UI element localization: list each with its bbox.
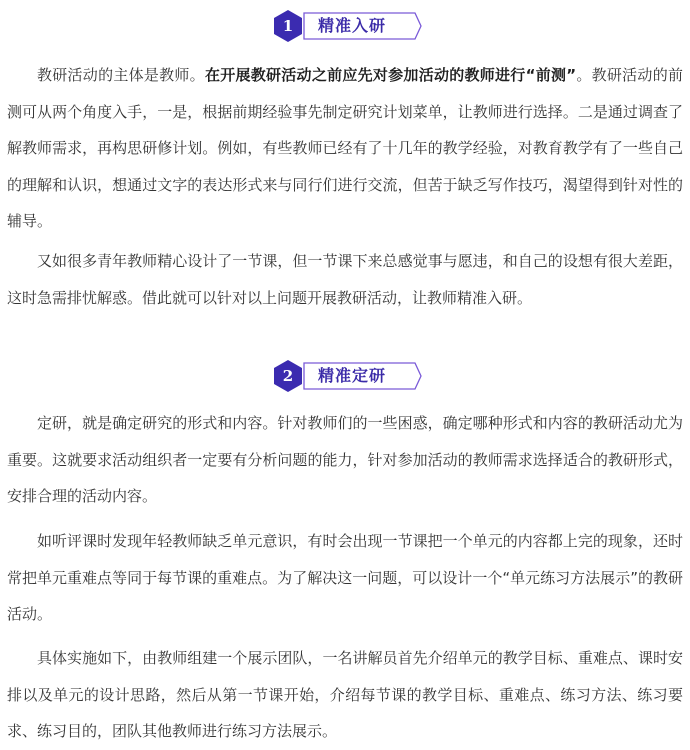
paragraph-1-emphasis: 在开展教研活动之前应先对参加活动的教师进行“前测” [204, 66, 577, 84]
paragraph-2: 又如很多青年教师精心设计了一节课，但一节课下来总感觉事与愿违，和自己的设想有很大差距，这时急需排忧解惑。借此就可以针对以上问题开展教研活动，让教师精准入研。 [7, 252, 683, 307]
section-title: 精准入研 [318, 16, 387, 35]
paragraph-4: 如听评课时发现年轻教师缺乏单元意识，有时会出现一节课把一个单元的内容都上完的现象，还时常把单元重难点等同于每节课的重难点。为了解决这一问题，可以设计一个“单元练习方法展示”的教研活动。 [7, 532, 683, 623]
paragraph-3: 定研，就是确定研究的形式和内容。针对教师们的一些困惑，确定哪种形式和内容的教研活动尤为重要。这就要求活动组织者一定要有分析问题的能力，针对参加活动的教师需求选择适合的教研形式，安排合理的活动内容。 [7, 414, 683, 505]
section-header-2 [0, 360, 690, 392]
paragraph-1 [7, 57, 683, 240]
section-number: 2 [282, 367, 294, 385]
section-badge [272, 360, 422, 392]
paragraph-1-lead: 教研活动的主体是教师。 [37, 66, 205, 84]
paragraph-5: 具体实施如下，由教师组建一个展示团队，一名讲解员首先介绍单元的教学目标、重难点、课时安排以及单元的设计思路，然后从第一节课开始，介绍每节课的教学目标、重难点、练习方法、练习要求、练习目的，团队其他教师进行练习方法展示。 [7, 649, 683, 740]
section-badge [272, 10, 422, 42]
section-number: 1 [282, 17, 294, 35]
section-header-1 [0, 10, 690, 42]
paragraph-1-rest: 。教研活动的前测可从两个角度入手，一是，根据前期经验事先制定研究计划菜单，让教师进行选择。二是通过调查了解教师需求，再构思研修计划。例如，有些教师已经有了十几年的教学经验，对教育教学有了一些自己的理解和认识，想通过文字的表达形式来与同行们进行交流，但苦于缺乏写作技巧，渴望得到针对性的辅导。 [7, 66, 683, 230]
section-title: 精准定研 [318, 366, 387, 385]
